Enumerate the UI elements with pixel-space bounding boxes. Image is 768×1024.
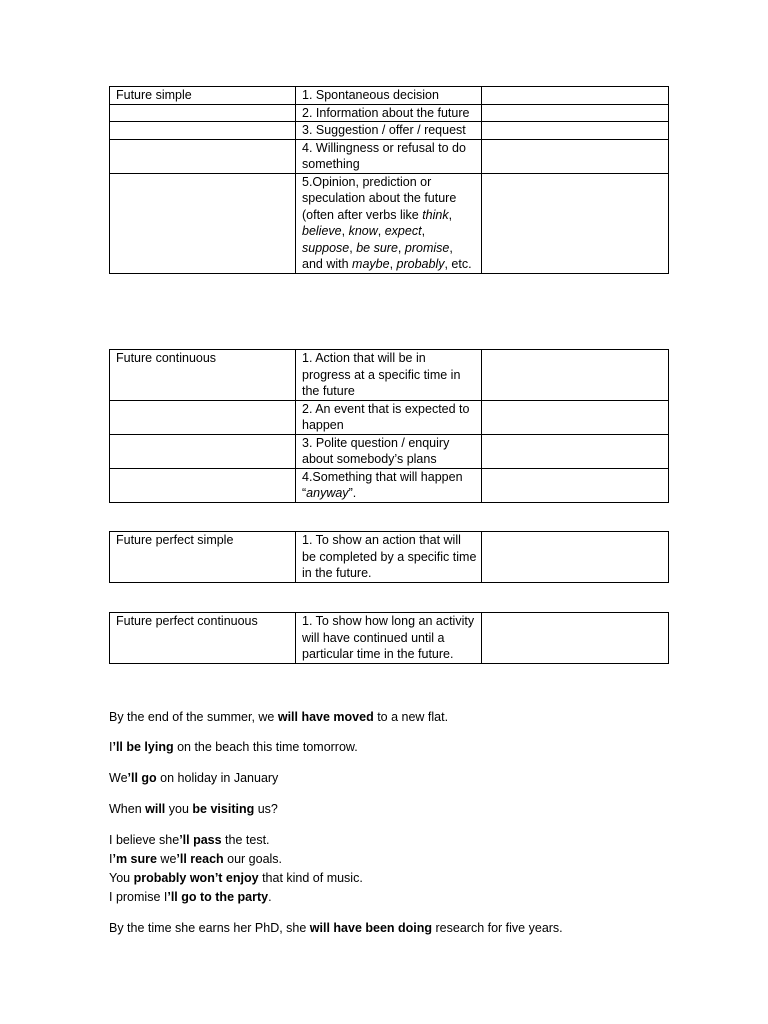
table-row	[110, 139, 669, 173]
use-cell: 2. An event that is expected to happen	[296, 400, 482, 434]
empty-answer-cell	[482, 350, 669, 401]
empty-tense-cell	[110, 122, 296, 140]
empty-answer-cell	[482, 173, 669, 273]
tense-cell: Future continuous	[110, 350, 296, 401]
use-cell: 1. To show an action that will be completed by a specific time in the future.	[296, 532, 482, 583]
table-row	[110, 400, 669, 434]
use-cell: 4. Willingness or refusal to do something	[296, 139, 482, 173]
table-row	[110, 613, 669, 664]
empty-answer-cell	[482, 104, 669, 122]
future-perfect-simple-table	[109, 531, 669, 583]
table-row	[110, 532, 669, 583]
empty-tense-cell	[110, 173, 296, 273]
use-cell: 3. Suggestion / offer / request	[296, 122, 482, 140]
example-sentence-2: I’ll be lying on the beach this time tomorrow.	[109, 740, 358, 754]
future-perfect-continuous-table	[109, 612, 669, 664]
use-cell: 5.Opinion, prediction or speculation about the future (often after verbs like think, believe, know, expect, suppose, be sure, promise, and with maybe, probably, etc.	[296, 173, 482, 273]
table-row	[110, 434, 669, 468]
empty-answer-cell	[482, 613, 669, 664]
table-row	[110, 104, 669, 122]
empty-answer-cell	[482, 468, 669, 502]
empty-answer-cell	[482, 532, 669, 583]
empty-tense-cell	[110, 400, 296, 434]
tense-cell: Future perfect simple	[110, 532, 296, 583]
table-row	[110, 468, 669, 502]
example-sentence-4: When will you be visiting us?	[109, 802, 278, 816]
empty-answer-cell	[482, 122, 669, 140]
future-continuous-table	[109, 349, 669, 503]
empty-tense-cell	[110, 139, 296, 173]
empty-answer-cell	[482, 434, 669, 468]
use-cell: 3. Polite question / enquiry about somebody’s plans	[296, 434, 482, 468]
empty-tense-cell	[110, 104, 296, 122]
example-sentence-9: By the time she earns her PhD, she will have been doing research for five years.	[109, 921, 563, 935]
use-cell: 4.Something that will happen “anyway”.	[296, 468, 482, 502]
use-cell: 2. Information about the future	[296, 104, 482, 122]
example-sentence-8: I promise I’ll go to the party.	[109, 890, 272, 904]
table-row	[110, 87, 669, 105]
use-cell: 1. Spontaneous decision	[296, 87, 482, 105]
table-row	[110, 350, 669, 401]
example-sentence-7: You probably won’t enjoy that kind of music.	[109, 871, 363, 885]
example-sentence-1: By the end of the summer, we will have moved to a new flat.	[109, 710, 449, 724]
future-simple-table	[109, 86, 669, 274]
example-sentence-6: I’m sure we’ll reach our goals.	[109, 852, 283, 866]
tense-cell: Future simple	[110, 87, 296, 105]
empty-answer-cell	[482, 139, 669, 173]
table-row	[110, 173, 669, 273]
example-sentence-5: I believe she’ll pass the test.	[109, 833, 270, 847]
use-cell: 1. Action that will be in progress at a specific time in the future	[296, 350, 482, 401]
tense-cell: Future perfect continuous	[110, 613, 296, 664]
example-sentence-3: We’ll go on holiday in January	[109, 771, 279, 785]
empty-answer-cell	[482, 87, 669, 105]
empty-tense-cell	[110, 434, 296, 468]
empty-tense-cell	[110, 468, 296, 502]
empty-answer-cell	[482, 400, 669, 434]
use-cell: 1. To show how long an activity will have continued until a particular time in the future.	[296, 613, 482, 664]
table-row	[110, 122, 669, 140]
